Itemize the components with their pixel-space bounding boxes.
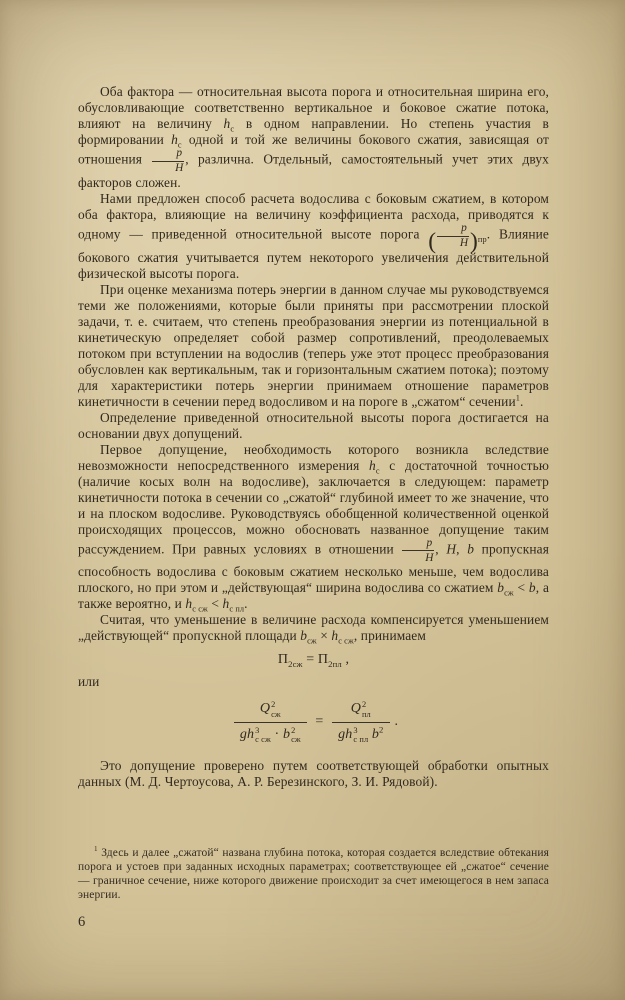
paragraph-two-factors: Оба фактора — относительная высота порога и относительная ширина его, обусловливающие соответственно вертикальное и боковое сжатие потока, влияют на величину $h_c$ в одном направлении. Но степень участия в формировании $h_c$ одной и той же величины бокового сжатия, зависящая от отношения $\frac{p}{H}$ , различна. Отдельный, самостоятельный учет этих двух факторов сложен. xyxy=(78,84,549,190)
page-body xyxy=(78,84,549,790)
paragraph-first-assumption: Первое допущение, необходимость которого возникла вследствие невозможности непосредственного измерения $h_c$ с достаточной точностью (наличие косых волн на водосливе), заключается в следующем: параметр кинетичности потока в сечении со „сжатой“ глубиной имеет то же значение, что и на плоском водосливе. Руководствуясь обобщенной количественной оценкой происходящих процессов, можно обосновать названное допущение таким рассуждением. При равных условиях в отношении $\frac{p}{H}$ , H, b пропускная способность водослива с боковым сжатием несколько меньше, чем водослива плоского, но при этом и „действующая“ ширина водослива со сжатием $b_{сж} < b$, а также вероятно, и $h_{c сж} < h_{c пл}$. xyxy=(78,441,550,615)
paragraph-proposed-method: Нами предложен способ расчета водослива с боковым сжатием, в котором оба фактора, влияющие на величину коэффициента расхода, приводятся к одному — приведенной относительной высоте порога ( $\frac{p}{H}$ )$_{пр}$. Влияние бокового сжатия учитывается путем некоторого увеличения действительной физической высоты порога. xyxy=(78,190,549,281)
paragraph-two-assumptions: Определение приведенной относительной высоты порога достигается на основании двух допущений. xyxy=(78,409,549,441)
paragraph-considering: Считая, что уменьшение в величине расхода компенсируется уменьшением „действующей“ пропускной площади $b_{сж} \times h_{c сж}$, принимаем xyxy=(78,612,549,647)
formula-pi-equality: $П_{2сж} = П_{2пл}$ , xyxy=(277,652,350,670)
footnote-text: $^1$ Здесь и далее „сжатой“ названа глубина потока, которая создается вследствие обтекания порога и устоев при заданных исходных параметрах; соответствующее ей „сжатое“ сечение — граничное сечение, ниже которого движение происходит за счет имеющегося в нем запаса энергии. xyxy=(78,845,549,901)
connector-word-or: или xyxy=(78,674,100,690)
formula-discharge-ratio: Q 2 сж gh 3 с сж · b 2 сж = Q 2 пл gh 3 с пл $b^2$ . xyxy=(78,700,549,744)
paragraph-energy-losses: При оценке механизма потерь энергии в данном случае мы руководствуемся теми же положениями, которые были приняты при рассмотрении плоской задачи, т. е. считаем, что степень преобразования энергии из потенциальной в кинетическую определяет собой размер сопротивлений, преодолеваемых потоком при вступлении на водослив (теперь уже этот процесс преобразования обусловлен как вертикальным, так и горизонтальным сжатием потока); поэтому для характеристики потерь энергии принимаем отношение параметров кинетичности в сечении перед водосливом и на пороге в „сжатом“ сечении$^1$. xyxy=(78,281,549,409)
paragraph-verification: Это допущение проверено путем соответствующей обработки опытных данных (М. Д. Чертоусова, А. Р. Березинского, З. И. Рядовой). xyxy=(78,758,549,790)
page-number: 6 xyxy=(78,914,86,930)
